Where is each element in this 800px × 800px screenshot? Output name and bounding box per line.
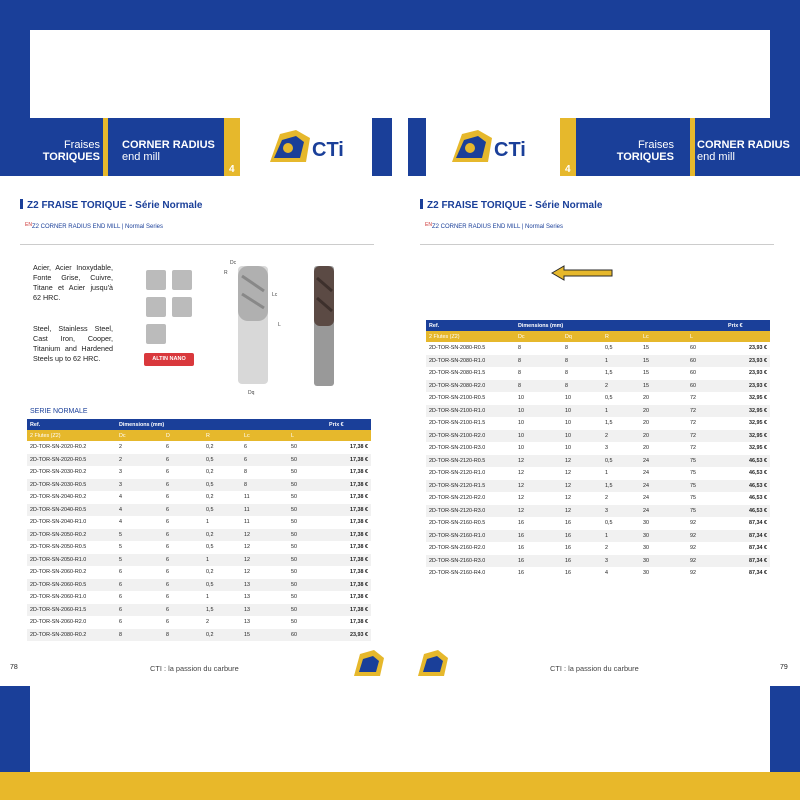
material-icon-2: [172, 270, 192, 290]
right-header: [408, 118, 800, 176]
top-white-band: [30, 30, 770, 118]
svg-text:Lc: Lc: [272, 292, 278, 298]
header-title-fr-right: Fraises TORIQUES: [616, 139, 674, 163]
description-en: Steel, Stainless Steel, Cast Iron, Cooper, Titanium and Hardened Steels up to 62 HRC.: [33, 324, 113, 363]
right-price-table: [426, 320, 770, 580]
svg-text:CTi: CTi: [494, 139, 526, 161]
serie-label: SERIE NORMALE: [30, 408, 88, 415]
table-row: 2D-TOR-SN-2020-R0.2 2 6 0,2 6 50 17,38 €: [30, 444, 368, 451]
table-row: 2D-TOR-SN-2030-R0.5 3 6 0,5 8 50 17,38 €: [27, 479, 371, 492]
table-row: 2D-TOR-SN-2080-R0.5 8 8 0,5 15 60 23,93 €: [429, 345, 767, 352]
footer-logo-left: [350, 646, 390, 682]
table-row: 2D-TOR-SN-2100-R2.0 10 10 2 20 72 32,95 €: [426, 430, 770, 443]
section-subtitle: $^{EN}$Z2 CORNER RADIUS END MILL | Normal Series: [25, 222, 163, 230]
description-fr: Acier, Acier Inoxydable, Fonte Grise, Cuivre, Titane et Acier jusqu'à 62 HRC.: [33, 263, 113, 302]
table-row: 2D-TOR-SN-2160-R1.0 16 16 1 30 92 87,34 €: [426, 530, 770, 543]
table-row: 2D-TOR-SN-2160-R4.0 16 16 4 30 92 87,34 €: [429, 570, 767, 577]
header-title-en-right: CORNER RADIUS end mill: [697, 139, 790, 163]
table-row: 2D-TOR-SN-2060-R2.0 6 6 2 13 50 17,38 €: [30, 619, 368, 626]
material-icon-3: [146, 297, 166, 317]
footer-tagline-right: CTI : la passion du carbure: [550, 664, 639, 673]
left-price-table: [27, 419, 371, 641]
table-row: 2D-TOR-SN-2080-R2.0 8 8 2 15 60 23,93 €: [426, 380, 770, 393]
table-row: 2D-TOR-SN-2040-R0.2 4 6 0,2 11 50 17,38 €: [30, 494, 368, 501]
table-subheader-row: 2 Flutes (Z2) Dc D R Lc L: [27, 430, 371, 441]
header-title-en: CORNER RADIUS end mill: [122, 139, 215, 163]
page-number-left: 78: [10, 664, 18, 671]
svg-text:CTi: CTi: [312, 139, 344, 161]
table-row: 2D-TOR-SN-2100-R1.5 10 10 1,5 20 72 32,95 €: [429, 420, 767, 427]
table-row: 2D-TOR-SN-2050-R0.5 5 6 0,5 12 50 17,38 €: [30, 544, 368, 551]
table-row: 2D-TOR-SN-2160-R0.5 16 16 0,5 30 92 87,34 €: [429, 520, 767, 527]
table-row: 2D-TOR-SN-2100-R0.5 10 10 0,5 20 72 32,95 €: [429, 395, 767, 402]
cti-logo-right: [448, 124, 544, 170]
bottom-white-band: [30, 686, 770, 772]
table-row: 2D-TOR-SN-2060-R1.5 6 6 1,5 13 50 17,38 €: [27, 604, 371, 617]
chapter-number-right: 4: [565, 164, 571, 175]
material-icon-1: [146, 270, 166, 290]
section-rule-right: [420, 244, 774, 245]
left-header: [0, 118, 392, 176]
coating-badge: ALTIN NANO: [144, 353, 194, 366]
page-gutter: [392, 118, 408, 686]
table-row: 2D-TOR-SN-2120-R1.5 12 12 1,5 24 75 46,53 €: [426, 480, 770, 493]
cti-logo: [266, 124, 362, 170]
bottom-yellow-band: [0, 772, 800, 800]
svg-text:L: L: [278, 322, 281, 328]
table-row: 2D-TOR-SN-2080-R0.2 8 8 0,2 15 60 23,93 €: [27, 629, 371, 642]
page-number-right: 79: [780, 664, 788, 671]
table-row: 2D-TOR-SN-2050-R1.0 5 6 1 12 50 17,38 €: [27, 554, 371, 567]
table-row: 2D-TOR-SN-2040-R1.0 4 6 1 11 50 17,38 €: [30, 519, 368, 526]
section-title: Z2 FRAISE TORIQUE - Série Normale: [20, 199, 202, 211]
material-icon-5: [146, 324, 166, 344]
section-rule: [20, 244, 374, 245]
table-header-row-right: Ref. Dimensions (mm) Prix €: [426, 320, 770, 331]
table-subheader-row-right: 2 Flutes (Z2) Dc Dq R Lc L: [426, 331, 770, 342]
back-arrow-icon: [550, 264, 614, 282]
table-row: 2D-TOR-SN-2030-R0.2 3 6 0,2 8 50 17,38 €: [30, 469, 368, 476]
material-icon-4: [172, 297, 192, 317]
footer-logo-right: [414, 646, 454, 682]
table-row: 2D-TOR-SN-2060-R0.5 6 6 0,5 13 50 17,38 €: [27, 579, 371, 592]
chapter-number: 4: [229, 164, 235, 175]
table-row: 2D-TOR-SN-2120-R1.0 12 12 1 24 75 46,53 €: [429, 470, 767, 477]
table-row: 2D-TOR-SN-2160-R3.0 16 16 3 30 92 87,34 €: [426, 555, 770, 568]
header-title-fr: Fraises TORIQUES: [42, 139, 100, 163]
table-row: 2D-TOR-SN-2120-R2.0 12 12 2 24 75 46,53 €: [429, 495, 767, 502]
section-subtitle-right: $^{EN}$Z2 CORNER RADIUS END MILL | Normal Series: [425, 222, 563, 230]
tool-drawing: [222, 256, 352, 396]
table-row: 2D-TOR-SN-2100-R1.0 10 10 1 20 72 32,95 €: [426, 405, 770, 418]
right-page: [408, 118, 800, 686]
table-header-row: Ref. Dimensions (mm) Prix €: [27, 419, 371, 430]
table-row: 2D-TOR-SN-2080-R1.5 8 8 1,5 15 60 23,93 €: [429, 370, 767, 377]
svg-text:R: R: [224, 270, 228, 276]
table-row: 2D-TOR-SN-2080-R1.0 8 8 1 15 60 23,93 €: [426, 355, 770, 368]
table-row: 2D-TOR-SN-2120-R3.0 12 12 3 24 75 46,53 €: [426, 505, 770, 518]
svg-text:Dc: Dc: [230, 260, 237, 266]
left-page: [0, 118, 392, 686]
table-row: 2D-TOR-SN-2040-R0.5 4 6 0,5 11 50 17,38 €: [27, 504, 371, 517]
table-row: 2D-TOR-SN-2160-R2.0 16 16 2 30 92 87,34 €: [429, 545, 767, 552]
table-row: 2D-TOR-SN-2100-R3.0 10 10 3 20 72 32,95 €: [429, 445, 767, 452]
table-row: 2D-TOR-SN-2120-R0.5 12 12 0,5 24 75 46,53 €: [426, 455, 770, 468]
table-row: 2D-TOR-SN-2050-R0.2 5 6 0,2 12 50 17,38 €: [27, 529, 371, 542]
table-row: 2D-TOR-SN-2020-R0.5 2 6 0,5 6 50 17,38 €: [27, 454, 371, 467]
section-title-right: Z2 FRAISE TORIQUE - Série Normale: [420, 199, 602, 211]
footer-tagline-left: CTI : la passion du carbure: [150, 664, 239, 673]
svg-text:Dq: Dq: [248, 390, 255, 396]
table-row: 2D-TOR-SN-2060-R0.2 6 6 0,2 12 50 17,38 €: [30, 569, 368, 576]
table-row: 2D-TOR-SN-2060-R1.0 6 6 1 13 50 17,38 €: [30, 594, 368, 601]
